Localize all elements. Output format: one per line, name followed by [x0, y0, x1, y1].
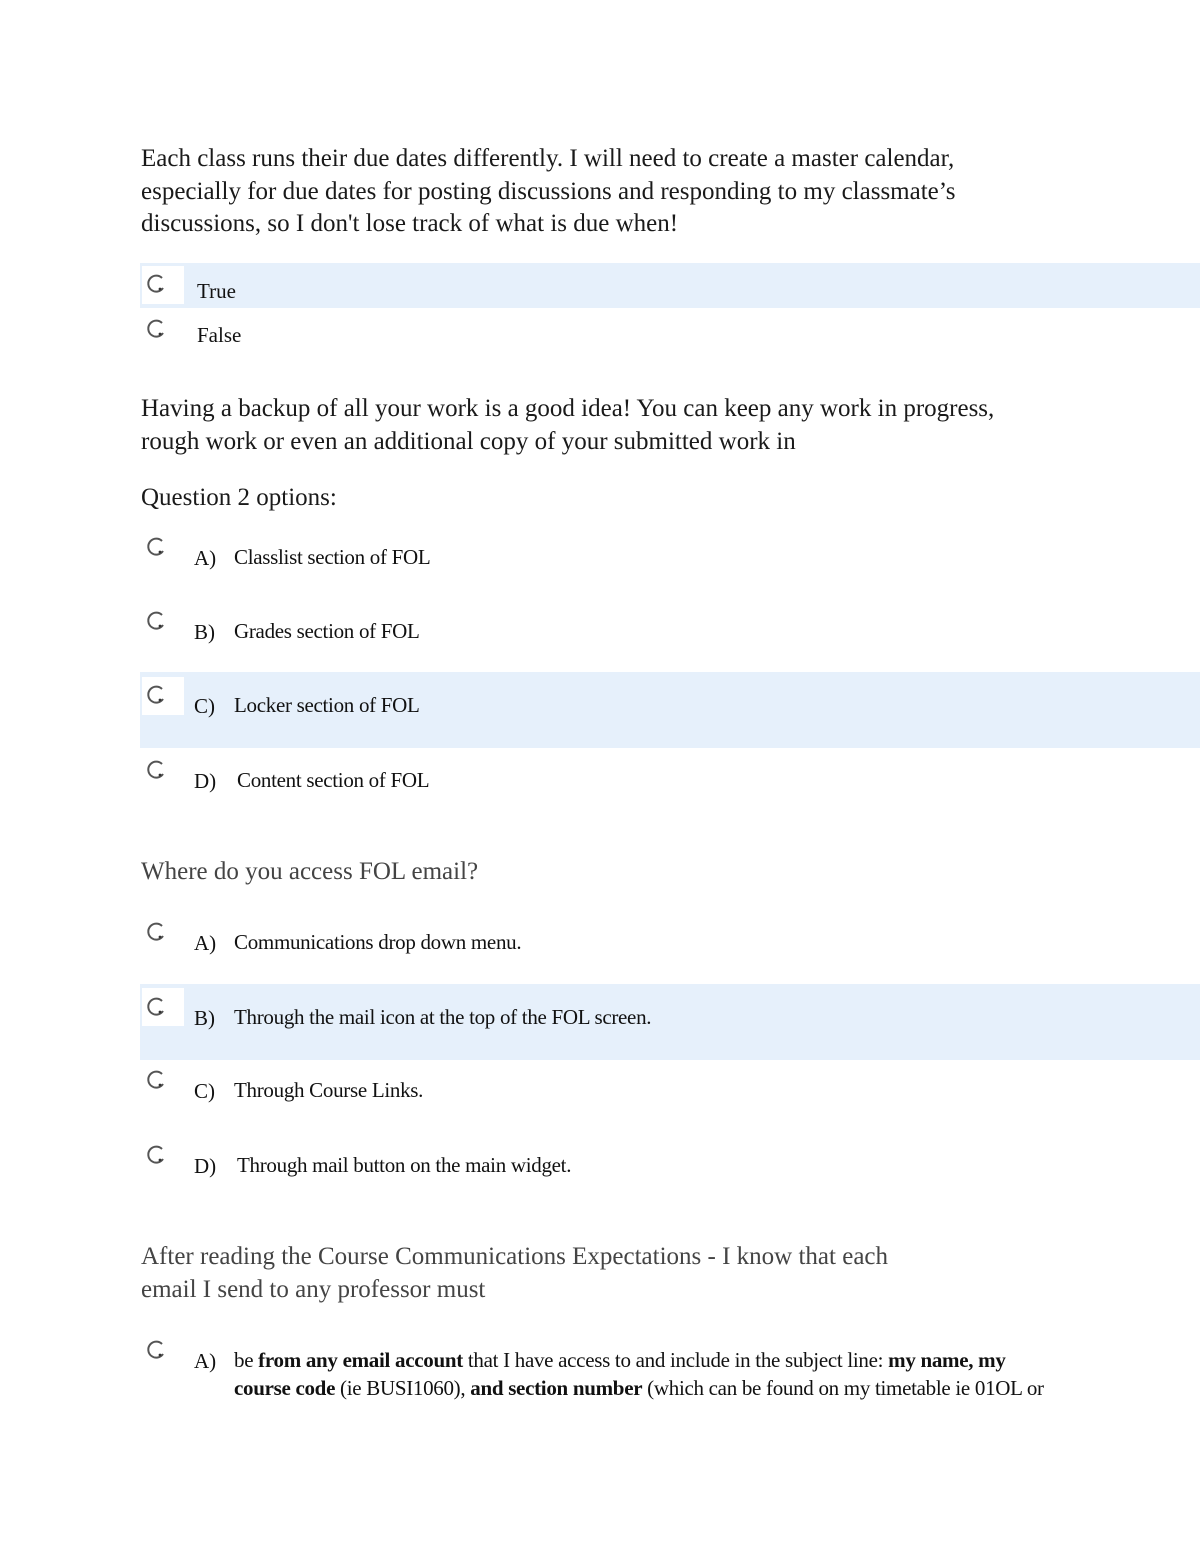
q2-option-b-letter: B) [194, 620, 215, 644]
question-2-text: Having a backup of all your work is a good idea! You can keep any work in progress, rough work or even an additional copy of your submitted work in [141, 395, 995, 455]
q2-option-c-label[interactable]: Locker section of FOL [234, 693, 420, 717]
q3-option-b-letter: B) [194, 1006, 215, 1030]
q3-option-b-radio[interactable] [146, 996, 168, 1018]
text-bold: my name, my [888, 1348, 1006, 1372]
q3-option-a-radio[interactable] [146, 921, 168, 943]
question-4-text-line-1: After reading the Course Communications Expectations - I know that each [141, 1243, 889, 1270]
q3-option-c-letter: C) [194, 1079, 215, 1103]
q4-option-a-letter: A) [194, 1349, 217, 1373]
q2-option-c-radio[interactable] [146, 684, 168, 706]
q2-option-b-radio[interactable] [146, 610, 168, 632]
q3-option-b-label[interactable]: Through the mail icon at the top of the FOL screen. [234, 1005, 652, 1029]
text-plain: (which can be found on my timetable ie 01OL or [642, 1376, 1044, 1400]
text-bold: course code [234, 1376, 336, 1400]
q4-option-a-radio[interactable] [146, 1339, 168, 1361]
q4-option-a-line-2 [234, 1374, 1184, 1402]
q3-option-a-letter: A) [194, 931, 217, 955]
q2-option-d-letter: D) [194, 769, 217, 793]
q3-option-d-radio[interactable] [146, 1144, 168, 1166]
text-bold: and section number [470, 1376, 643, 1400]
text-bold: from any email account [258, 1348, 463, 1372]
question-1-text: Each class runs their due dates differently. I will need to create a master calendar, especially for due dates for posting discussions and responding to my classmate’s discussions, so I don't lose track of what is due when! [141, 145, 956, 237]
q1-false-radio[interactable] [146, 318, 168, 340]
q2-option-a-letter: A) [194, 546, 217, 570]
q3-option-d-label[interactable]: Through mail button on the main widget. [237, 1153, 572, 1177]
q1-false-label[interactable]: False [197, 323, 242, 347]
selected-option-highlight [140, 263, 1200, 308]
q2-option-c-letter: C) [194, 694, 215, 718]
q3-option-c-label[interactable]: Through Course Links. [234, 1078, 424, 1102]
q3-option-c-radio[interactable] [146, 1069, 168, 1091]
q1-true-label[interactable]: True [197, 279, 236, 303]
q3-option-d-letter: D) [194, 1154, 217, 1178]
q1-true-radio[interactable] [146, 273, 168, 295]
q2-option-a-radio[interactable] [146, 536, 168, 558]
text-plain: be [234, 1348, 259, 1372]
q2-option-d-radio[interactable] [146, 759, 168, 781]
question-2-options-heading: Question 2 options: [141, 484, 337, 511]
q3-option-a-label[interactable]: Communications drop down menu. [234, 930, 522, 954]
q2-option-a-label[interactable]: Classlist section of FOL [234, 545, 431, 569]
q2-option-b-label[interactable]: Grades section of FOL [234, 619, 420, 643]
q4-option-a-label[interactable] [234, 1346, 1184, 1402]
text-plain: that I have access to and include in the subject line: [462, 1348, 889, 1372]
q2-option-d-label[interactable]: Content section of FOL [237, 768, 430, 792]
text-plain: (ie BUSI1060), [335, 1376, 471, 1400]
question-3-text: Where do you access FOL email? [141, 858, 479, 885]
question-4-text-line-2: email I send to any professor must [141, 1276, 486, 1303]
q4-option-a-line-1 [234, 1346, 1184, 1374]
